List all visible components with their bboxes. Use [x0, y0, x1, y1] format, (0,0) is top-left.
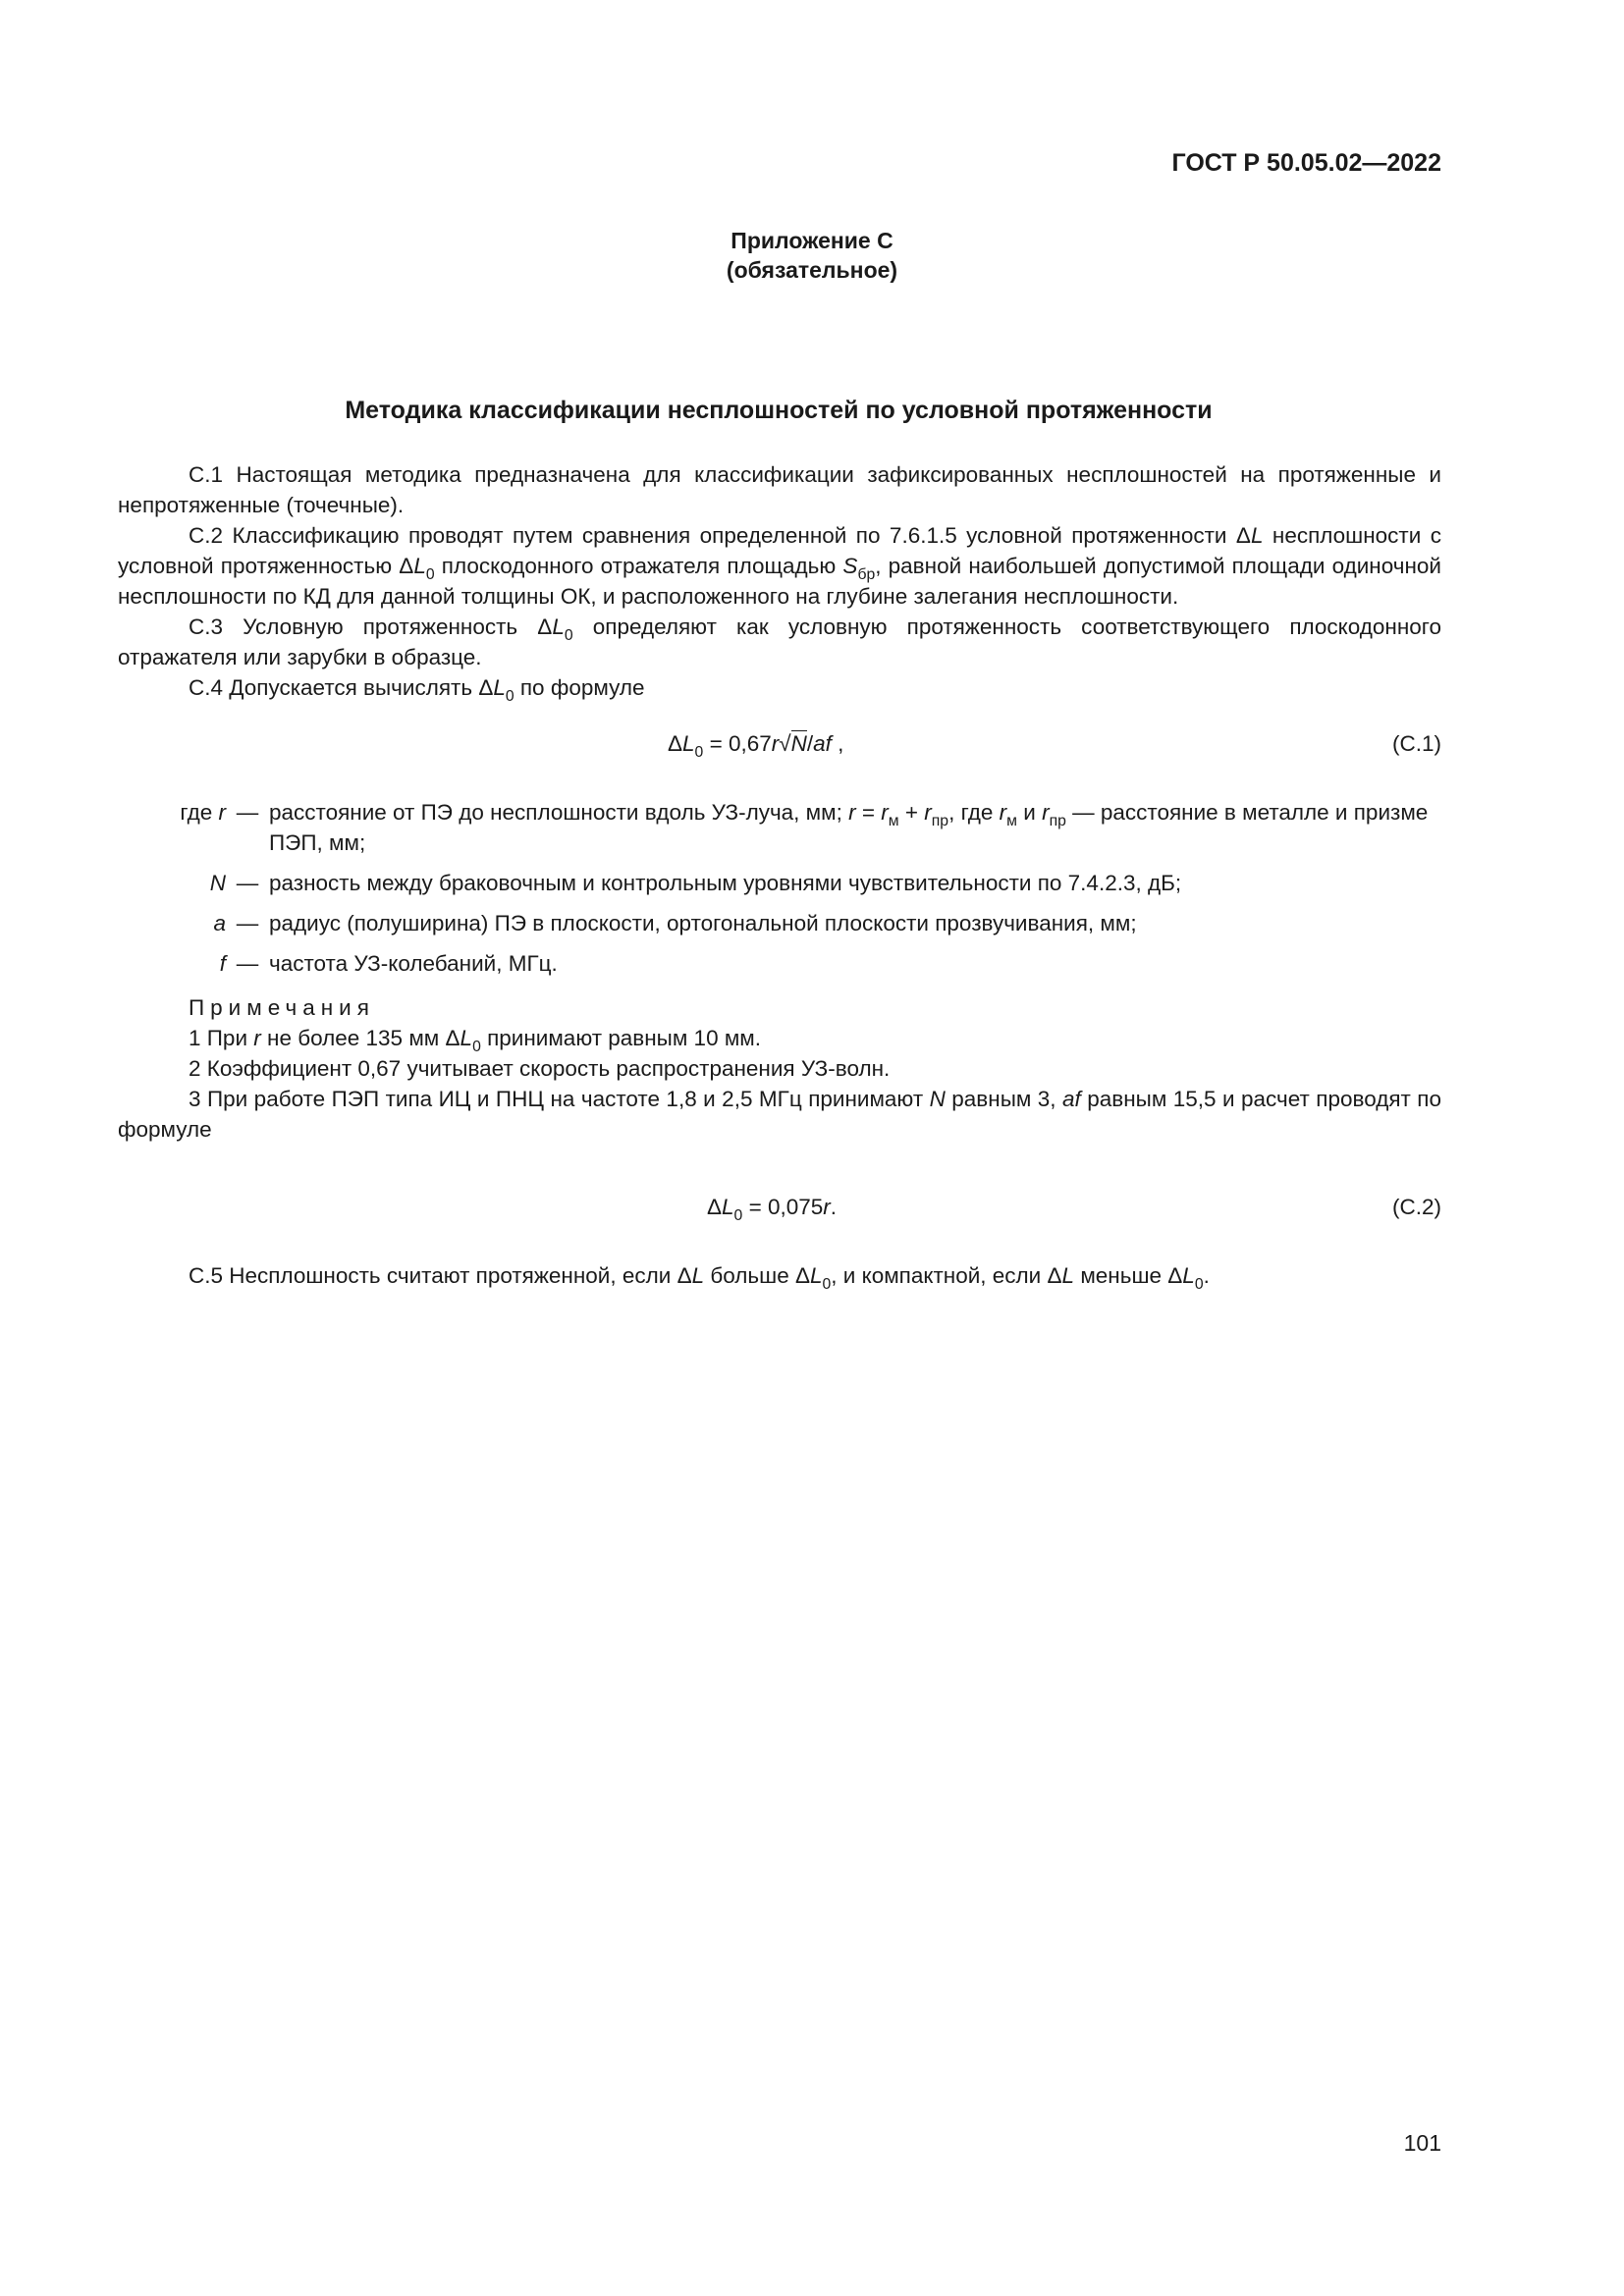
paragraph-c1: С.1 Настоящая методика предназначена для классификации зафиксированных несплошностей на протяженные и непротяженные (точечные). — [118, 462, 1441, 517]
page-number: 101 — [1403, 2130, 1441, 2156]
paragraph-c3: С.3 Условную протяженность $\Delta L_0$ определяют как условную протяженность соответствующего плоскодонного отражателя или зарубки в образце. — [118, 614, 1441, 669]
note-3: 3 При работе ПЭП типа ИЦ и ПНЦ на частоте 1,8 и 2,5 МГц принимают N равным 3, af равным 15,5 и расчет проводят по формуле — [118, 1087, 1441, 1142]
note-1: 1 При r не более 135 мм $\Delta L_0$ принимают равным 10 мм. — [189, 1026, 762, 1055]
paragraph-c2: С.2 Классификацию проводят путем сравнения определенной по 7.6.1.5 условной протяженности ΔL несплошности с условной протяженностью $\Delta L_0$ плоскодонного отражателя площадью $S_{бр}$, равной наибольшей допустимой площади одиночной несплошности по КД для данной толщины ОК, и расположенного на глубине залегания несплошности. — [118, 523, 1441, 609]
equation-number-c1: (С.1) — [1392, 731, 1441, 756]
note-2: 2 Коэффициент 0,67 учитывает скорость распространения УЗ-волн. — [189, 1056, 891, 1081]
definition-f: f — частота УЗ-колебаний, МГц. — [219, 951, 558, 976]
section-title: Методика классификации несплошностей по условной протяженности — [345, 397, 1213, 424]
annex-title: Приложение С — [731, 228, 893, 253]
annex-status: (обязательное) — [726, 257, 898, 283]
equation-number-c2: (С.2) — [1392, 1195, 1441, 1219]
document-code: ГОСТ Р 50.05.02—2022 — [1171, 149, 1441, 177]
paragraph-c4: С.4 Допускается вычислять $\Delta L_0$ по формуле — [189, 675, 645, 705]
definition-r: где r — расстояние от ПЭ до несплошности вдоль УЗ-луча, мм; $r = r_м + r_{пр}$, где $r_м$ и $r_{пр}$ — расстояние в металле и призме ПЭП, мм; — [180, 800, 1429, 855]
formula-c1-row — [118, 722, 1441, 768]
formula-c2-row — [118, 1186, 1441, 1231]
formula-c2: $\Delta L_0 = 0,075r$. — [707, 1195, 838, 1224]
definition-n: N — разность между браковочным и контрольным уровнями чувствительности по 7.4.2.3, дБ; — [209, 871, 1182, 895]
formula-c1: $\Delta L_0 = 0,67r√N/af$ , — [668, 731, 844, 761]
definition-a: a — радиус (полуширина) ПЭ в плоскости, ортогональной плоскости прозвучивания, мм; — [213, 911, 1137, 935]
annex-heading — [0, 226, 1624, 285]
notes-heading: Примечания — [189, 995, 375, 1020]
paragraph-c5: С.5 Несплошность считают протяженной, если ΔL больше $\Delta L_0$, и компактной, если ΔL меньше $\Delta L_0$. — [189, 1263, 1210, 1293]
document-body — [118, 459, 1441, 1291]
